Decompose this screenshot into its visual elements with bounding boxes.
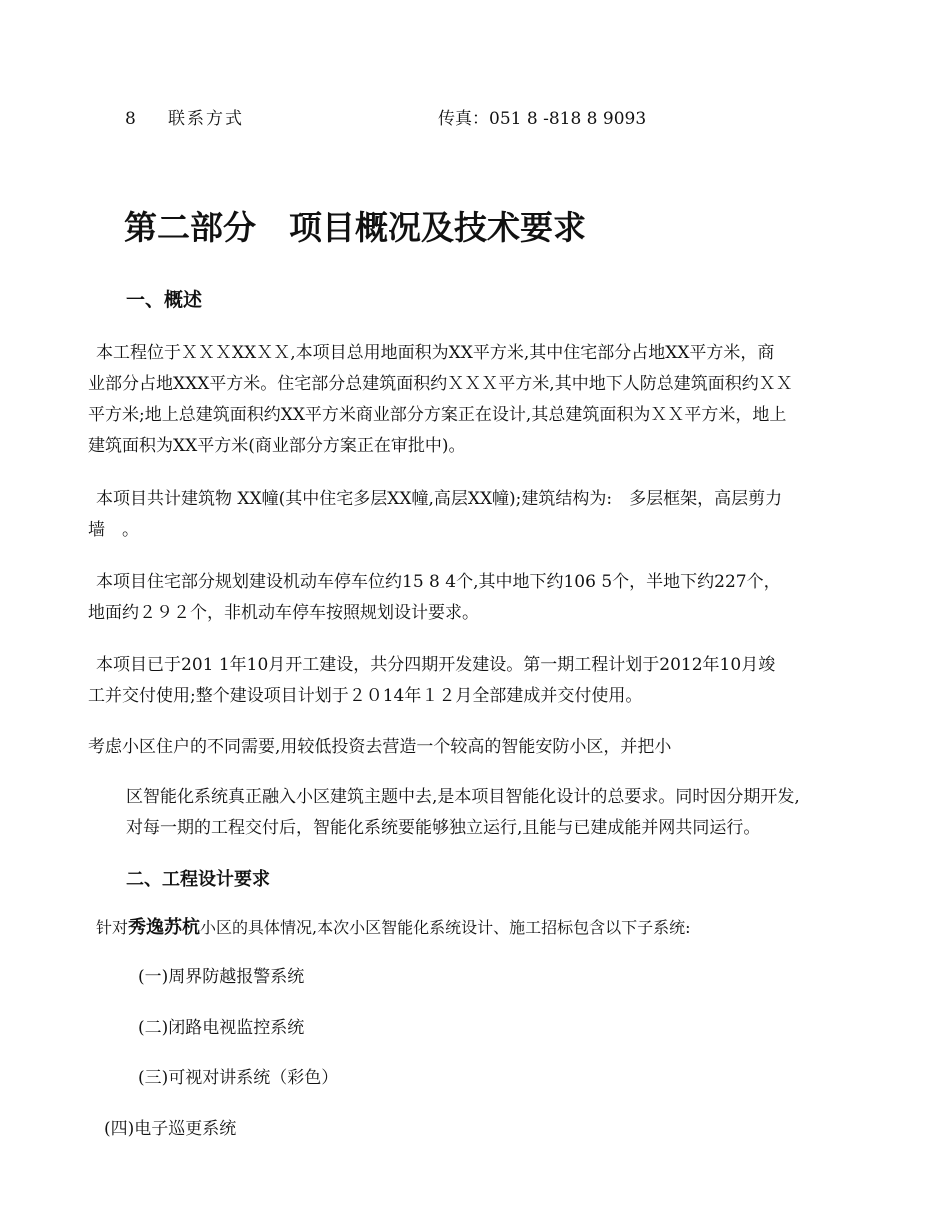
paragraph-line: 区智能化系统真正融入小区建筑主题中去,是本项目智能化设计的总要求。同时因分期开发, <box>126 787 800 807</box>
part-title: 第二部分 项目概况及技术要求 <box>124 208 586 247</box>
paragraph-line: 墙 。 <box>88 520 139 540</box>
paragraph-line: 对每一期的工程交付后，智能化系统要能够独立运行,且能与已建成能并网共同运行。 <box>126 818 761 838</box>
paragraph-line: 工并交付使用;整个建设项目计划于２０14年１２月全部建成并交付使用。 <box>88 686 643 706</box>
paragraph-line: 地面约２９２个，非机动车停车按照规划设计要求。 <box>88 603 479 623</box>
paragraph-line: 建筑面积为XX平方米(商业部分方案正在审批中)。 <box>88 436 466 456</box>
paragraph-line: 本项目住宅部分规划建设机动车停车位约15 8 4个,其中地下约106 5个，半地下约227个， <box>96 572 781 592</box>
paragraph-line: 本工程位于ＸＸＸXXＸＸ,本项目总用地面积为XX平方米,其中住宅部分占地XX平方米，商 <box>96 343 775 363</box>
system-item: (一)周界防越报警系统 <box>138 967 305 987</box>
paragraph-line: 平方米;地上总建筑面积约XX平方米商业部分方案正在设计,其总建筑面积为ＸＸ平方米，地上 <box>88 405 787 425</box>
system-item: (三)可视对讲系统（彩色） <box>138 1068 339 1088</box>
paragraph-line: 本项目共计建筑物 XX幢(其中住宅多层XX幢,高层XX幢);建筑结构为: 多层框架，高层剪力 <box>96 489 783 509</box>
system-item: (四)电子巡更系统 <box>104 1119 237 1139</box>
section1-title: 一、概述 <box>126 289 203 311</box>
contact-fax: 传真：051 8 -818 8 9093 <box>438 109 647 129</box>
contact-number: 8 <box>125 109 136 129</box>
paragraph-line: 考虑小区住户的不同需要,用较低投资去营造一个较高的智能安防小区，并把小 <box>88 737 672 757</box>
section2-intro <box>96 912 691 943</box>
project-name: 秀逸苏杭 <box>128 917 201 938</box>
system-item: (二)闭路电视监控系统 <box>138 1018 305 1038</box>
section2-title: 二、工程设计要求 <box>126 869 270 890</box>
intro-prefix: 针对 <box>96 918 129 937</box>
paragraph-line: 业部分占地XXX平方米。住宅部分总建筑面积约ＸＸＸ平方米,其中地下人防总建筑面积约ＸＸ <box>88 374 793 394</box>
paragraph-line: 本项目已于201 1年10月开工建设，共分四期开发建设。第一期工程计划于2012年10月竣 <box>96 655 776 675</box>
intro-suffix: 小区的具体情况,本次小区智能化系统设计、施工招标包含以下子系统: <box>200 918 691 937</box>
contact-label: 联系方式 <box>168 109 244 129</box>
